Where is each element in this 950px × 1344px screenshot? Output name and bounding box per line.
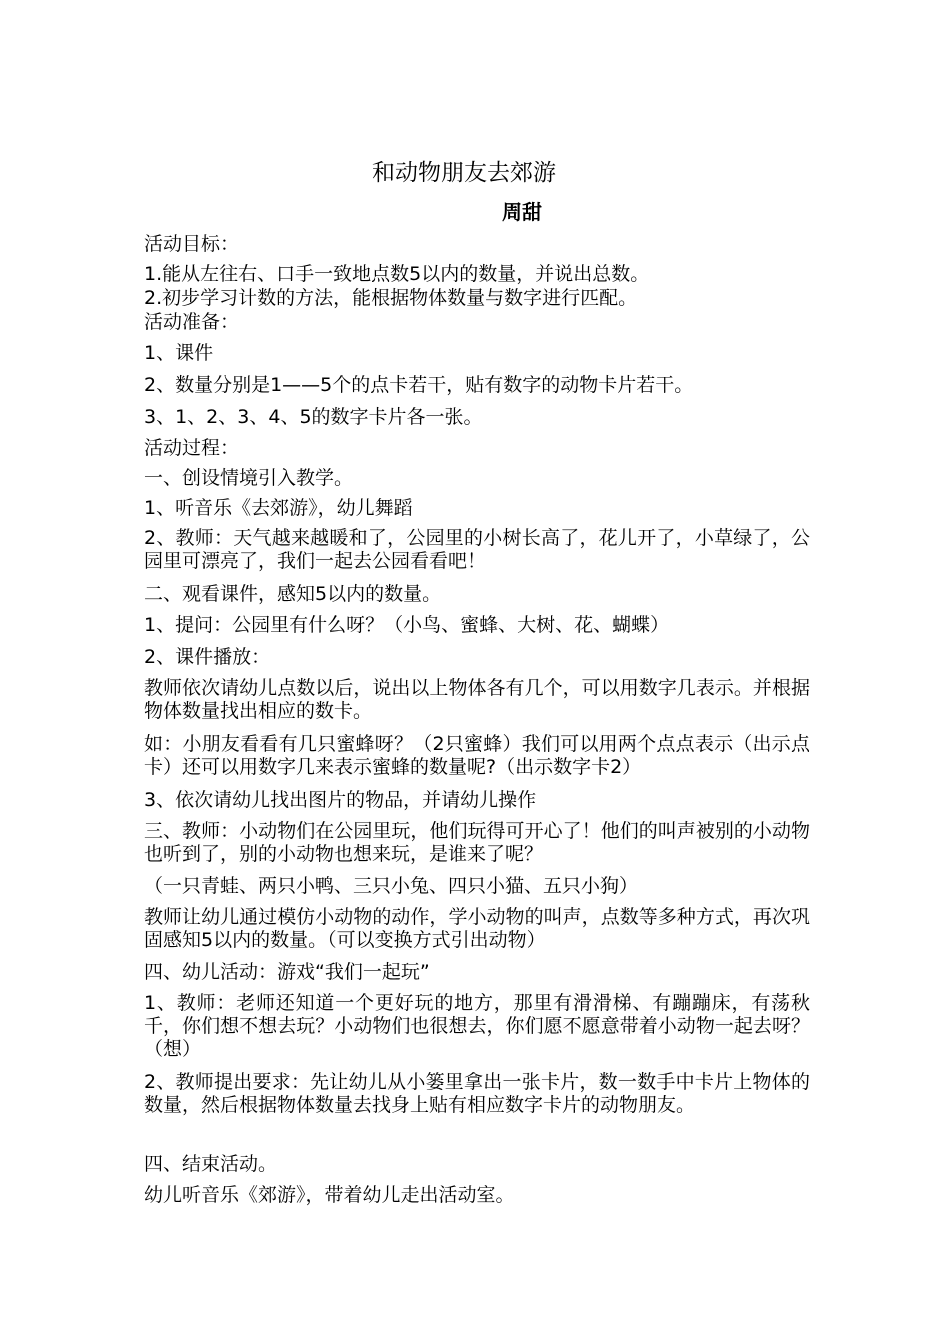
document-author: 周甜: [502, 200, 542, 224]
section-heading-prep: 活动准备：: [144, 311, 240, 333]
process-paragraph: 教师依次请幼儿点数以后，说出以上物体各有几个，可以用数字几表示。并根据物体数量找出相应的数卡。: [144, 677, 810, 722]
prep-item-2: 2、数量分别是1——5个的点卡若干，贴有数字的动物卡片若干。: [144, 374, 694, 396]
process-step: 1、听音乐《去郊游》，幼儿舞蹈: [144, 497, 413, 519]
process-step: 2、教师提出要求：先让幼儿从小篓里拿出一张卡片，数一数手中卡片上物体的数量，然后根据物体数量去找身上贴有相应数字卡片的动物朋友。: [144, 1071, 810, 1116]
prep-item-1: 1、课件: [144, 342, 214, 364]
process-part-2-heading: 二、观看课件，感知5以内的数量。: [144, 583, 442, 605]
section-heading-ending: 四、结束活动。: [144, 1153, 278, 1175]
process-step: 3、依次请幼儿找出图片的物品，并请幼儿操作: [144, 789, 537, 811]
process-part-1-heading: 一、创设情境引入教学。: [144, 467, 354, 489]
process-step: 2、课件播放：: [144, 646, 271, 668]
goal-item-1: 1.能从左往右、口手一致地点数5以内的数量，并说出总数。: [144, 263, 650, 285]
prep-item-3: 3、1、2、3、4、5的数字卡片各一张。: [144, 406, 483, 428]
process-animal-list: （一只青蛙、两只小鸭、三只小兔、四只小猫、五只小狗）: [144, 875, 639, 897]
section-heading-goals: 活动目标：: [144, 233, 240, 255]
goal-item-2: 2.初步学习计数的方法，能根据物体数量与数字进行匹配。: [144, 287, 638, 309]
document-title: 和动物朋友去郊游: [372, 160, 556, 186]
process-step: 1、教师：老师还知道一个更好玩的地方，那里有滑滑梯、有蹦蹦床，有荡秋千，你们想不想去玩？小动物们也很想去，你们愿不愿意带着小动物一起去呀？（想）: [144, 992, 810, 1060]
process-part-3-paragraph: 三、教师：小动物们在公园里玩，他们玩得可开心了！他们的叫声被别的小动物也听到了，别的小动物也想来玩，是谁来了呢？: [144, 820, 810, 865]
ending-paragraph: 幼儿听音乐《郊游》，带着幼儿走出活动室。: [144, 1184, 515, 1206]
process-paragraph: 如：小朋友看看有几只蜜蜂呀？（2只蜜蜂）我们可以用两个点点表示（出示点卡）还可以用数字几来表示蜜蜂的数量呢?（出示数字卡2）: [144, 733, 810, 778]
section-heading-process: 活动过程：: [144, 437, 240, 459]
process-step: 1、提问：公园里有什么呀？（小鸟、蜜蜂、大树、花、蝴蝶）: [144, 614, 670, 636]
process-step: 2、教师：天气越来越暖和了，公园里的小树长高了，花儿开了，小草绿了，公园里可漂亮了，我们一起去公园看看吧！: [144, 527, 810, 572]
process-paragraph: 教师让幼儿通过模仿小动物的动作，学小动物的叫声，点数等多种方式，再次巩固感知5以内的数量。（可以变换方式引出动物）: [144, 906, 810, 951]
process-part-4-heading: 四、幼儿活动：游戏“我们一起玩”: [144, 961, 430, 983]
